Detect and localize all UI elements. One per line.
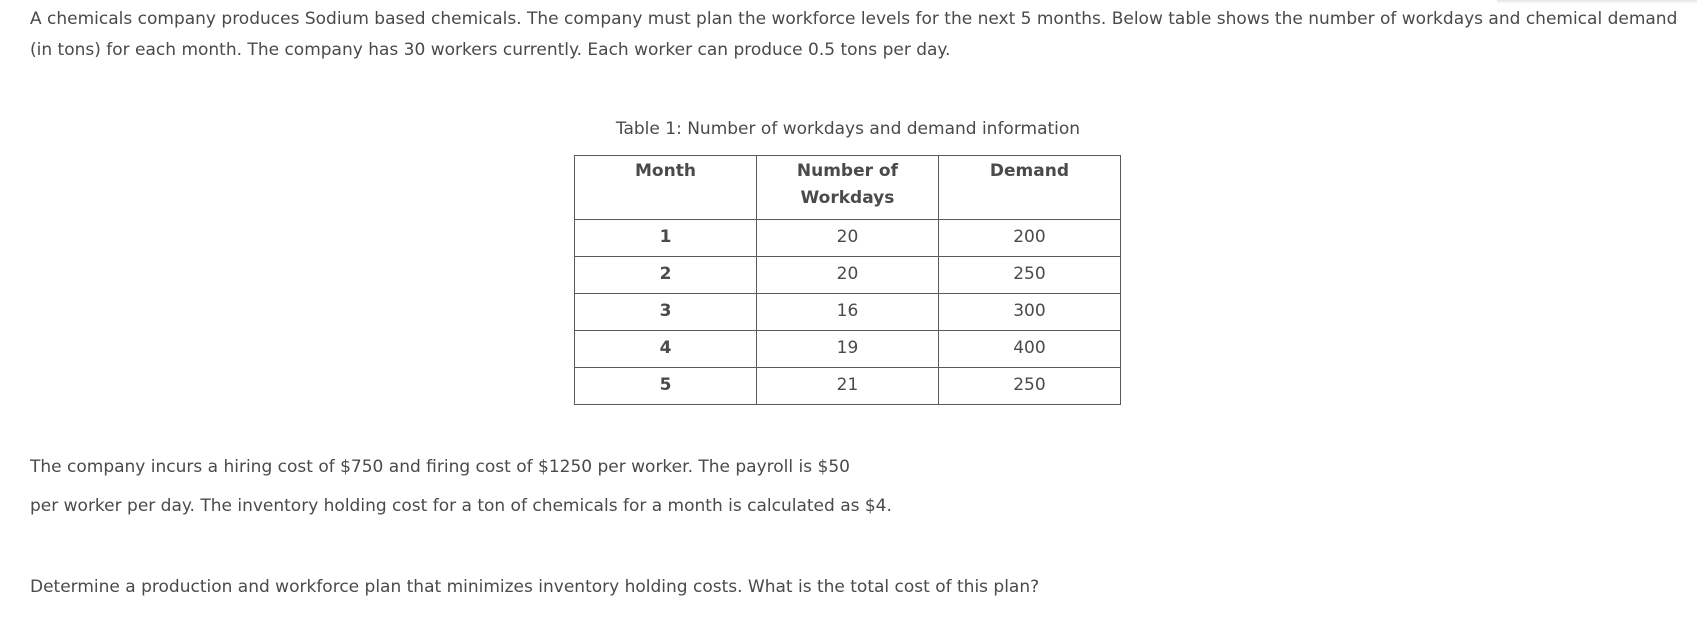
intro-paragraph: A chemicals company produces Sodium based chemicals. The company must plan the workforce levels for the next 5 months. Below table shows the number of workdays and chemical demand (in tons) for each month. The company has 30 workers currently. Each worker can produce 0.5 tons per day. bbox=[30, 9, 1678, 60]
table-caption: Table 1: Number of workdays and demand information bbox=[615, 119, 1081, 139]
cell-month: 3 bbox=[575, 294, 757, 331]
cost-paragraph-line-2: per worker per day. The inventory holding cost for a ton of chemicals for a month is calculated as $4. bbox=[30, 496, 892, 516]
cell-workdays: 19 bbox=[756, 331, 938, 368]
header-demand: Demand bbox=[938, 156, 1120, 220]
cell-workdays: 16 bbox=[756, 294, 938, 331]
question-paragraph: Determine a production and workforce plan that minimizes inventory holding costs. What is the total cost of this plan? bbox=[30, 577, 1040, 597]
cell-workdays: 20 bbox=[756, 257, 938, 294]
cell-demand: 200 bbox=[938, 220, 1120, 257]
table-row bbox=[575, 294, 1121, 331]
table-row bbox=[575, 368, 1121, 405]
header-month: Month bbox=[575, 156, 757, 220]
cell-month: 5 bbox=[575, 368, 757, 405]
cell-month: 1 bbox=[575, 220, 757, 257]
cost-paragraph-line-1: The company incurs a hiring cost of $750 and firing cost of $1250 per worker. The payroll is $50 bbox=[30, 457, 850, 477]
header-workdays: Number of Workdays bbox=[756, 156, 938, 220]
cell-demand: 250 bbox=[938, 368, 1120, 405]
cell-month: 2 bbox=[575, 257, 757, 294]
table-row bbox=[575, 220, 1121, 257]
cell-demand: 400 bbox=[938, 331, 1120, 368]
table-header-row bbox=[575, 156, 1121, 220]
cell-workdays: 21 bbox=[756, 368, 938, 405]
cell-workdays: 20 bbox=[756, 220, 938, 257]
table-row bbox=[575, 331, 1121, 368]
cell-month: 4 bbox=[575, 331, 757, 368]
workdays-demand-table bbox=[574, 155, 1121, 405]
table-row bbox=[575, 257, 1121, 294]
cell-demand: 300 bbox=[938, 294, 1120, 331]
cell-demand: 250 bbox=[938, 257, 1120, 294]
